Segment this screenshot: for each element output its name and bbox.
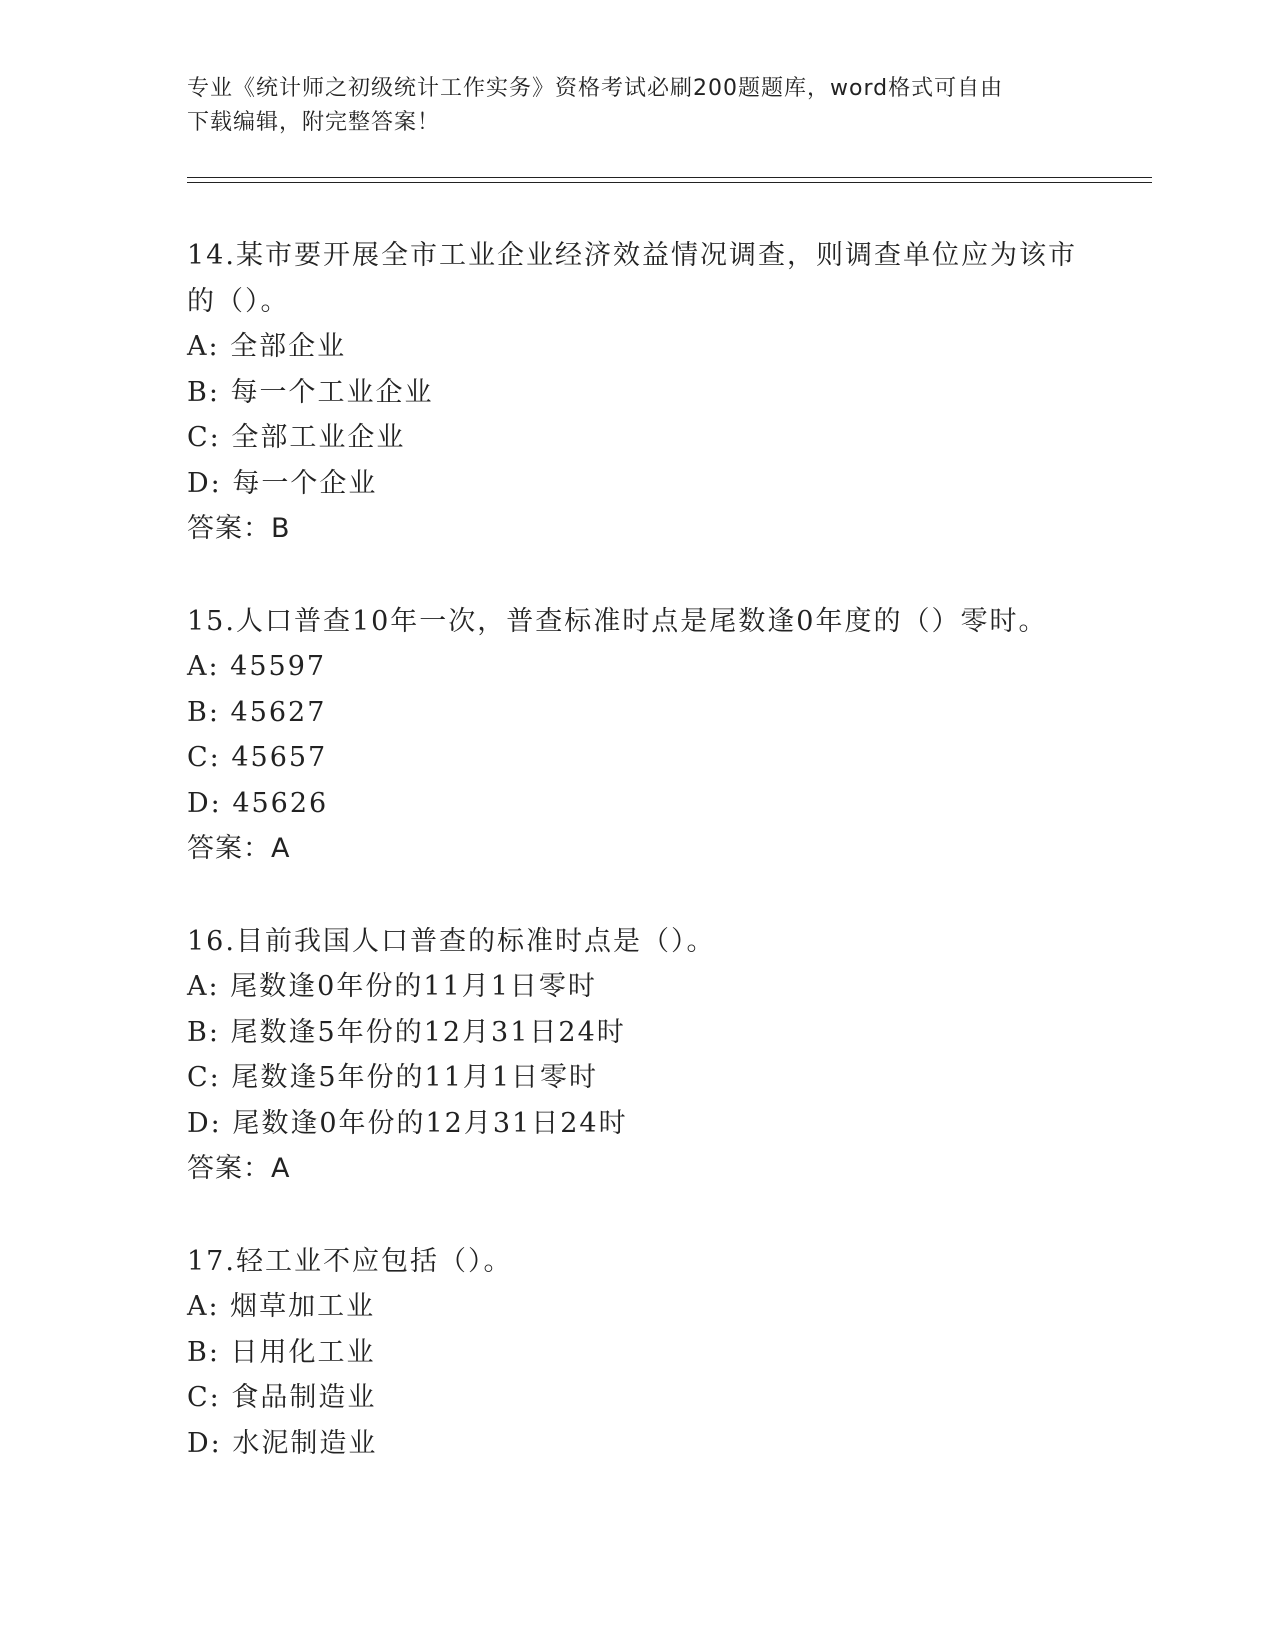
answer-line: 答案：A	[187, 833, 291, 864]
question-spacer	[187, 872, 1087, 919]
question-stem: 14.某市要开展全市工业企业经济效益情况调查，则调查单位应为该市	[187, 240, 1077, 271]
question-stem: 15.人口普查10年一次，普查标准时点是尾数逢0年度的（）零时。	[187, 605, 1048, 637]
question-15	[187, 599, 1087, 872]
answer-line: 答案：A	[187, 1153, 291, 1184]
document-header	[187, 72, 1087, 140]
option-b: B: 日用化工业	[187, 1336, 376, 1368]
question-stem: 16.目前我国人口普查的标准时点是（）。	[187, 925, 716, 957]
option-c: C: 尾数逢5年份的11月1日零时	[187, 1062, 599, 1093]
option-b: B: 尾数逢5年份的12月31日24时	[187, 1016, 626, 1048]
option-d: D: 尾数逢0年份的12月31日24时	[187, 1107, 628, 1139]
option-b: B: 每一个工业企业	[187, 376, 434, 408]
option-d: D: 45626	[187, 787, 329, 819]
question-17	[187, 1239, 1087, 1467]
option-b: B: 45627	[187, 696, 327, 728]
question-stem: 17.轻工业不应包括（）。	[187, 1245, 513, 1277]
header-line-1: 专业《统计师之初级统计工作实务》资格考试必刷200题题库，word格式可自由	[187, 76, 1004, 101]
option-a: A: 全部企业	[187, 331, 347, 362]
question-spacer	[187, 1192, 1087, 1239]
option-c: C: 45657	[187, 742, 328, 773]
option-c: C: 全部工业企业	[187, 422, 406, 453]
question-14	[187, 233, 1087, 552]
answer-line: 答案：B	[187, 513, 291, 544]
option-d: D: 水泥制造业	[187, 1427, 378, 1459]
header-divider-bottom	[187, 182, 1152, 183]
option-c: C: 食品制造业	[187, 1382, 377, 1413]
question-stem-continued: 的（）。	[187, 285, 290, 317]
question-spacer	[187, 552, 1087, 599]
option-a: A: 烟草加工业	[187, 1291, 376, 1322]
option-a: A: 尾数逢0年份的11月1日零时	[187, 971, 597, 1002]
question-list	[187, 233, 1087, 1466]
option-a: A: 45597	[187, 651, 327, 682]
header-divider-top	[187, 177, 1152, 178]
question-16	[187, 919, 1087, 1192]
option-d: D: 每一个企业	[187, 467, 378, 499]
header-line-2: 下载编辑，附完整答案！	[187, 110, 441, 135]
